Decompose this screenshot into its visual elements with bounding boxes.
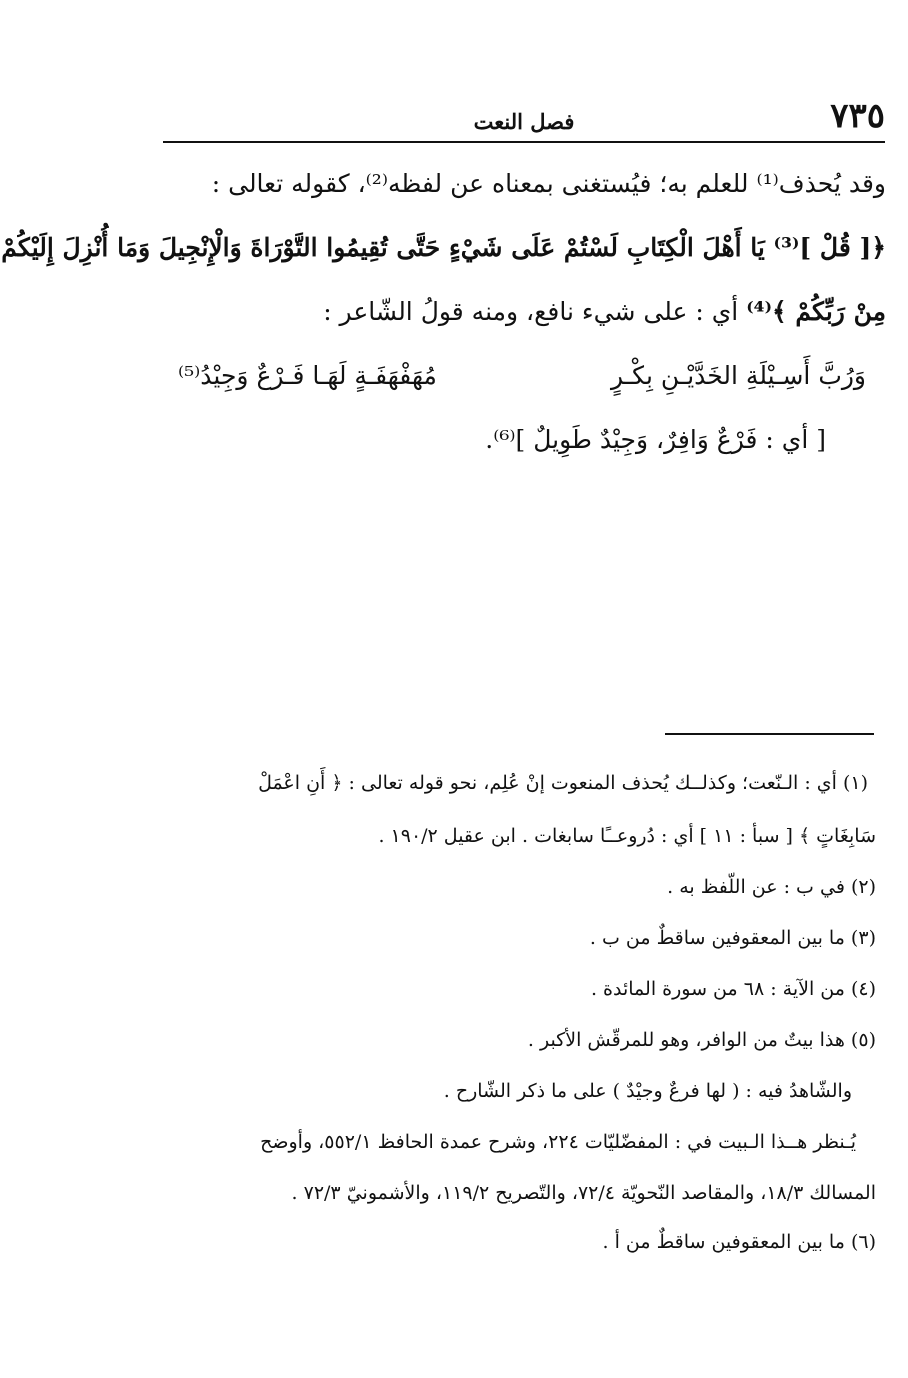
footnote-divider [665, 733, 874, 735]
running-header [163, 96, 885, 140]
footnote-5-line-4: المسالك ١٨/٣، والمقاصد النّحويّة ٧٢/٤، والتّصريح ١١٩/٢، والأشمونيّ ٧٢/٣ . [291, 1182, 876, 1204]
footnote-1-line-1: (١) أي : الـنّعت؛ وكذلــك يُحذف المنعوت إنْ عُلِم، نحو قوله تعالى : ﴿ أَنِ اعْمَلْ [258, 772, 868, 794]
footnote-2: (٢) في ب : عن اللّفظ به . [667, 876, 876, 898]
footnote-1-line-2: سَابِغَاتٍ ﴾ [ سبأ : ١١ ] أي : دُروعــًا سابغات . ابن عقيل ١٩٠/٢ . [378, 825, 876, 847]
quran-verse-line: ﴿[ قُلْ ]⁽³⁾ يَا أَهْلَ الْكِتَابِ لَسْتُمْ عَلَى شَيْءٍ حَتَّى تُقِيمُوا التَّوْرَاةَ وَالْإِنْجِيلَ وَمَا أُنْزِلَ إِلَيْكُمْ [1, 233, 886, 262]
footnote-6: (٦) ما بين المعقوفين ساقطٌ من أ . [602, 1231, 876, 1253]
footnotes [160, 755, 876, 1265]
page-number: ٧٣٥ [830, 96, 885, 136]
body-line-3 [160, 280, 886, 344]
footnote-4: (٤) من الآية : ٦٨ من سورة المائدة . [590, 978, 876, 1000]
verse-second-hemistich: مُهَفْهَفَـةٍ لَهَـا فَـرْعٌ وَجِيْدُ⁽⁵⁾ [178, 361, 437, 390]
verse-first-hemistich: وَرُبَّ أَسِـيْلَةِ الخَدَّيْـنِ بِكْـرٍ [611, 361, 866, 390]
verse-gloss: [ أي : فَرْعٌ وَافِرٌ، وَجِيْدٌ طَوِيلٌ ]⁽⁶⁾. [485, 425, 826, 454]
quran-verse-end: مِنْ رَبِّكُمْ ﴾⁽⁴⁾ [746, 297, 886, 326]
footnote-5-line-2: والشّاهدُ فيه : ( لها فرعٌ وجيْدٌ ) على ما ذكر الشّارح . [443, 1080, 852, 1102]
footnote-5-line-1: (٥) هذا بيتٌ من الوافر، وهو للمرقّش الأكبر . [527, 1029, 876, 1051]
poetry-verse [160, 344, 886, 408]
body-line-3-text: أي : على شيء نافع، ومنه قولُ الشّاعر : [323, 297, 739, 326]
body-line-1: وقد يُحذف⁽¹⁾ للعلم به؛ فيُستغنى بمعناه عن لفظه⁽²⁾، كقوله تعالى : [211, 169, 886, 198]
chapter-title: فصل النعت [473, 109, 575, 134]
footnote-5-line-3: يُـنظر هــذا الـبيت في : المفضّليّات ٢٢٤، وشرح عمدة الحافظ ٥٥٢/١، وأوضح [260, 1131, 856, 1153]
main-text [1, 152, 886, 472]
header-divider [163, 141, 885, 143]
footnote-3: (٣) ما بين المعقوفين ساقطٌ من ب . [589, 927, 876, 949]
